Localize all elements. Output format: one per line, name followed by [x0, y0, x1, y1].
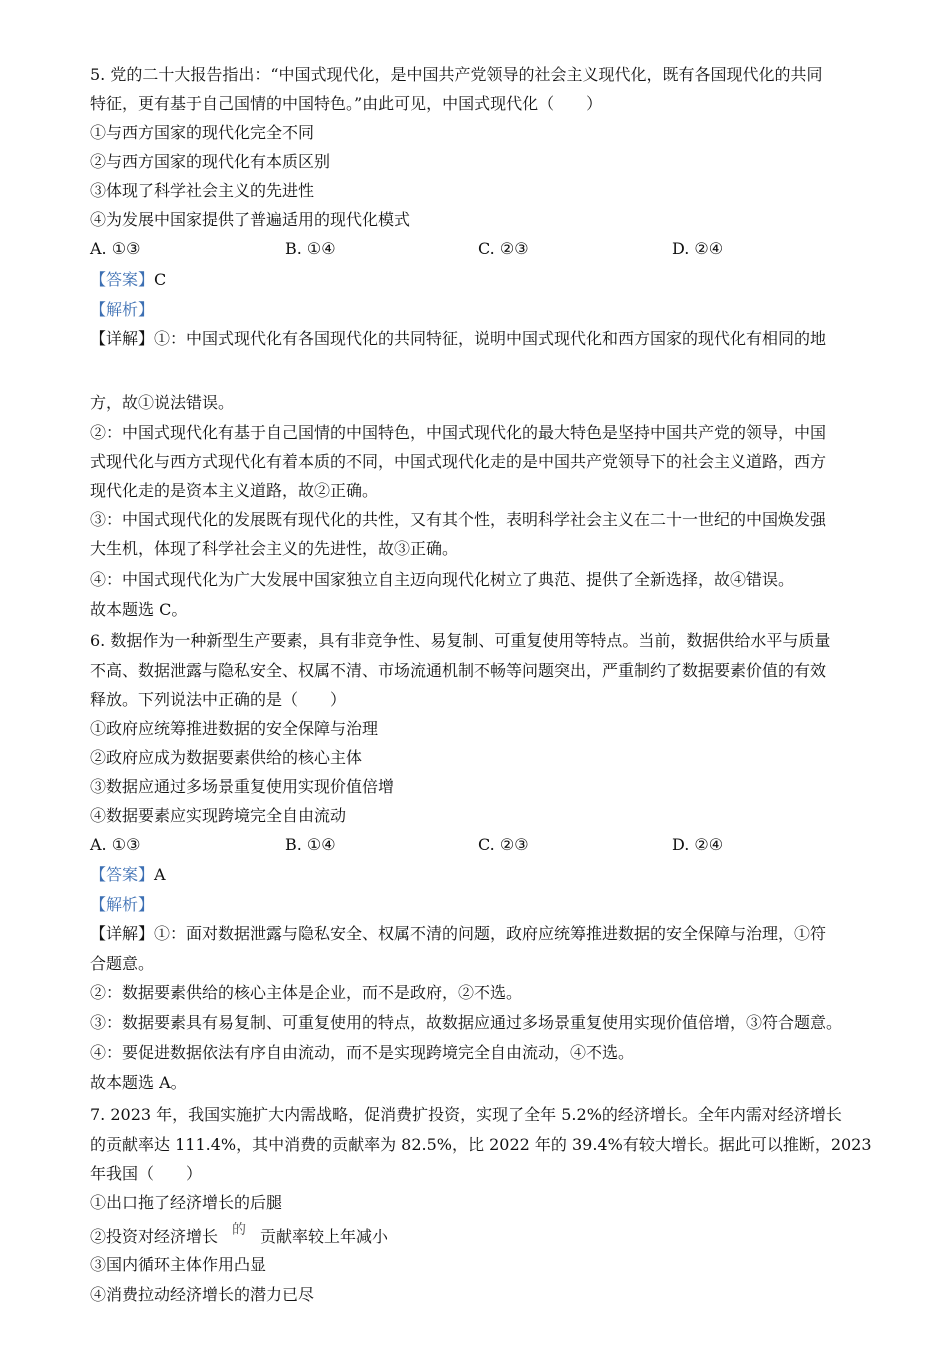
q5-statement-1: ①与西方国家的现代化完全不同	[90, 123, 315, 142]
q7-statement-4: ④消费拉动经济增长的潜力已尽	[90, 1285, 315, 1304]
q6-detail-3: ②：数据要素供给的核心主体是企业，而不是政府，②不选。	[90, 983, 523, 1002]
q6-detail-2: 合题意。	[90, 954, 155, 973]
q5-option-d: D. ②④	[672, 239, 724, 258]
answer-label: 【答案】	[90, 865, 155, 884]
q5-stem-line-1: 5. 党的二十大报告指出：“中国式现代化，是中国共产党领导的社会主义现代化，既有各国现代化的共同	[90, 65, 823, 84]
q6-stem-line-2: 不高、数据泄露与隐私安全、权属不清、市场流通机制不畅等问题突出，严重制约了数据要素价值的有效	[90, 661, 827, 680]
q5-detail-1	[90, 329, 826, 349]
q6-stem-line-3: 释放。下列说法中正确的是（ ）	[90, 690, 347, 709]
q5-option-c: C. ②③	[478, 239, 529, 258]
q5-option-b: B. ①④	[285, 239, 336, 258]
q6-option-b: B. ①④	[285, 835, 336, 854]
q6-analysis-label: 【解析】	[90, 895, 155, 914]
q6-option-d: D. ②④	[672, 835, 724, 854]
q6-detail-1	[90, 924, 826, 944]
q6-statement-4: ④数据要素应实现跨境完全自由流动	[90, 806, 347, 825]
q5-detail-8: ④：中国式现代化为广大发展中国家独立自主迈向现代化树立了典范、提供了全新选择，故④错误。	[90, 570, 795, 589]
statement-fragment: 的	[232, 1222, 247, 1238]
q5-stem-line-2: 特征，更有基于自己国情的中国特色。”由此可见，中国式现代化（ ）	[90, 94, 603, 113]
q6-statement-1: ①政府应统筹推进数据的安全保障与治理	[90, 719, 379, 738]
q5-detail-3: ②：中国式现代化有基于自己国情的中国特色，中国式现代化的最大特色是坚持中国共产党的领导，中国	[90, 423, 827, 442]
q7-statement-3: ③国内循环主体作用凸显	[90, 1255, 267, 1274]
statement-text: ②投资对经济增长	[90, 1227, 219, 1246]
q5-statement-3: ③体现了科学社会主义的先进性	[90, 181, 315, 200]
detail-label: 【详解】	[90, 329, 155, 348]
answer-label: 【答案】	[90, 270, 155, 289]
q5-detail-2: 方，故①说法错误。	[90, 393, 235, 412]
q6-answer	[90, 865, 166, 885]
q6-option-a: A. ①③	[90, 835, 141, 854]
q5-statement-2: ②与西方国家的现代化有本质区别	[90, 152, 331, 171]
detail-text: ①：中国式现代化有各国现代化的共同特征，说明中国式现代化和西方国家的现代化有相同的地	[154, 329, 827, 348]
q5-detail-6: ③：中国式现代化的发展既有现代化的共性，又有其个性，表明科学社会主义在二十一世纪的中国焕发强	[90, 510, 827, 529]
q5-detail-4: 式现代化与西方式现代化有着本质的不同，中国式现代化走的是中国共产党领导下的社会主义道路，西方	[90, 452, 827, 471]
detail-text: ①：面对数据泄露与隐私安全、权属不清的问题，政府应统筹推进数据的安全保障与治理，①符	[154, 924, 827, 943]
q6-option-c: C. ②③	[478, 835, 529, 854]
q5-conclusion: 故本题选 C。	[90, 600, 188, 619]
detail-label: 【详解】	[90, 924, 155, 943]
answer-value: C	[154, 270, 167, 289]
q5-detail-5: 现代化走的是资本主义道路，故②正确。	[90, 481, 379, 500]
q5-analysis-label: 【解析】	[90, 300, 155, 319]
q6-conclusion: 故本题选 A。	[90, 1073, 187, 1092]
q7-statement-1: ①出口拖了经济增长的后腿	[90, 1193, 283, 1212]
q6-statement-3: ③数据应通过多场景重复使用实现价值倍增	[90, 777, 395, 796]
q7-stem-line-1: 7. 2023 年，我国实施扩大内需战略，促消费扩投资，实现了全年 5.2%的经济增长。全年内需对经济增长	[90, 1105, 842, 1124]
q6-statement-2: ②政府应成为数据要素供给的核心主体	[90, 748, 363, 767]
q6-detail-4: ③：数据要素具有易复制、可重复使用的特点，故数据应通过多场景重复使用实现价值倍增，③符合题意。	[90, 1013, 843, 1032]
q7-stem-line-2: 的贡献率达 111.4%，其中消费的贡献率为 82.5%，比 2022 年的 39.4%有较大增长。据此可以推断，2023	[90, 1135, 872, 1154]
answer-value: A	[154, 865, 166, 884]
statement-text: 贡献率较上年减小	[260, 1227, 389, 1246]
q5-detail-7: 大生机，体现了科学社会主义的先进性，故③正确。	[90, 539, 459, 558]
q5-option-a: A. ①③	[90, 239, 141, 258]
q5-answer	[90, 270, 166, 290]
q7-stem-line-3: 年我国（ ）	[90, 1164, 203, 1183]
q7-statement-2	[90, 1222, 389, 1247]
q6-stem-line-1: 6. 数据作为一种新型生产要素，具有非竞争性、易复制、可重复使用等特点。当前，数据供给水平与质量	[90, 631, 831, 650]
q5-statement-4: ④为发展中国家提供了普遍适用的现代化模式	[90, 210, 411, 229]
q6-detail-5: ④：要促进数据依法有序自由流动，而不是实现跨境完全自由流动，④不选。	[90, 1043, 635, 1062]
